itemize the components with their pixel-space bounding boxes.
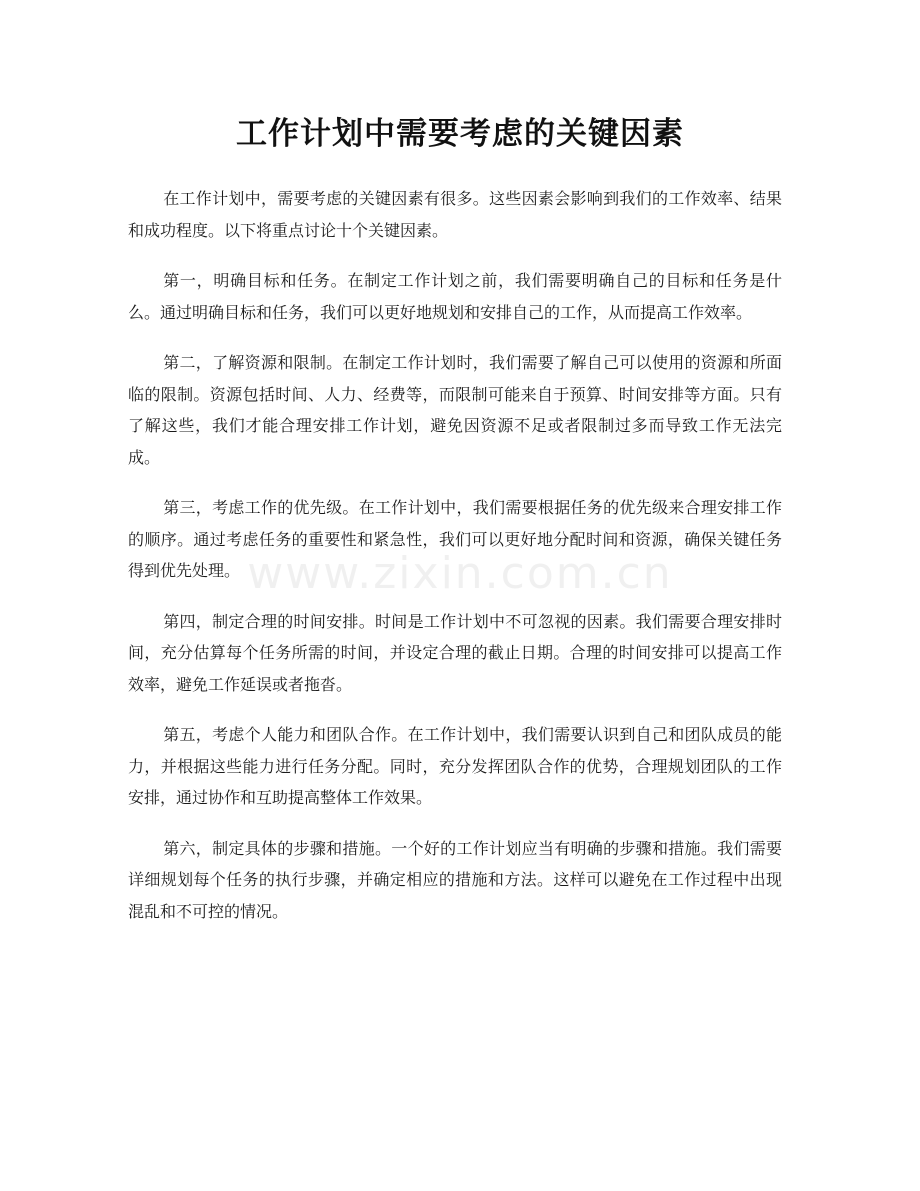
paragraph-first: 第一，明确目标和任务。在制定工作计划之前，我们需要明确自己的目标和任务是什么。通过明确目标和任务，我们可以更好地规划和安排自己的工作，从而提高工作效率。 <box>128 271 782 322</box>
paragraph-fifth: 第五，考虑个人能力和团队合作。在工作计划中，我们需要认识到自己和团队成员的能力，并根据这些能力进行任务分配。同时，充分发挥团队合作的优势，合理规划团队的工作安排，通过协作和互助提高整体工作效果。 <box>128 725 782 807</box>
paragraph-fourth: 第四，制定合理的时间安排。时间是工作计划中不可忽视的因素。我们需要合理安排时间，充分估算每个任务所需的时间，并设定合理的截止日期。合理的时间安排可以提高工作效率，避免工作延误或者拖沓。 <box>128 611 782 694</box>
paragraph-third: 第三，考虑工作的优先级。在工作计划中，我们需要根据任务的优先级来合理安排工作的顺序。通过考虑任务的重要性和紧急性，我们可以更好地分配时间和资源，确保关键任务得到优先处理。 <box>128 498 782 580</box>
watermark: www.zixin.com.cn <box>247 548 673 599</box>
paragraph-intro: 在工作计划中，需要考虑的关键因素有很多。这些因素会影响到我们的工作效率、结果和成功程度。以下将重点讨论十个关键因素。 <box>128 189 782 240</box>
paragraph-sixth: 第六，制定具体的步骤和措施。一个好的工作计划应当有明确的步骤和措施。我们需要详细规划每个任务的执行步骤，并确定相应的措施和方法。这样可以避免在工作过程中出现混乱和不可控的情况。 <box>128 838 782 921</box>
paragraph-second: 第二，了解资源和限制。在制定工作计划时，我们需要了解自己可以使用的资源和所面临的限制。资源包括时间、人力、经费等，而限制可能来自于预算、时间安排等方面。只有了解这些，我们才能合理安排工作计划，避免因资源不足或者限制过多而导致工作无法完成。 <box>128 353 782 467</box>
document-title: 工作计划中需要考虑的关键因素 <box>236 116 684 152</box>
document-body <box>128 183 782 946</box>
